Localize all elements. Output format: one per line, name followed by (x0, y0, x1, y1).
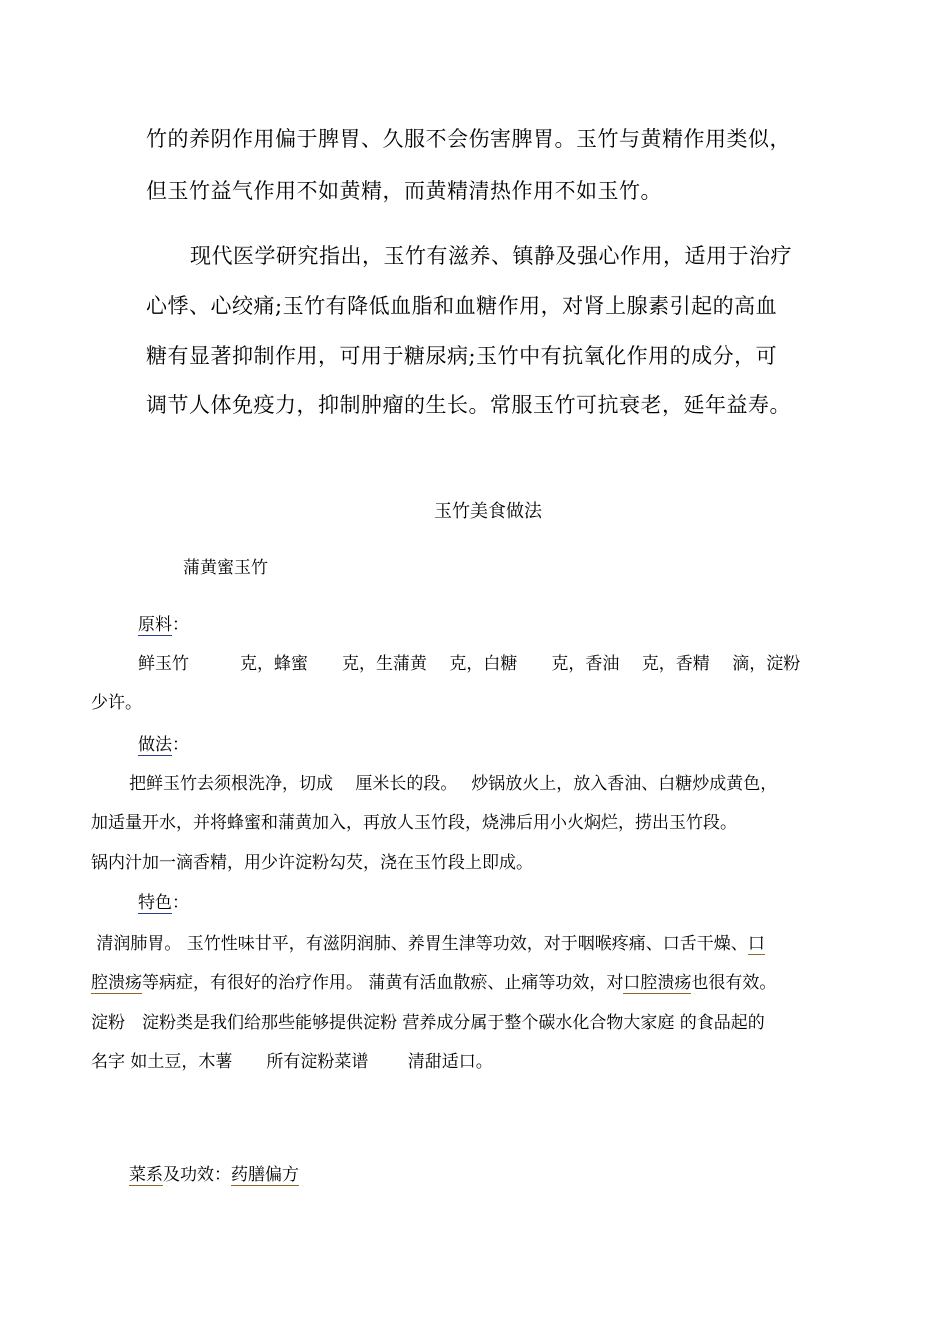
method-label-link[interactable]: 做法 (138, 735, 172, 755)
intro-paragraph-2-line-3: 糖有显著抑制作用，可用于糖尿病;玉竹中有抗氧化作用的成分，可 (146, 344, 778, 368)
method-colon: ： (172, 735, 189, 755)
ingredients-heading (138, 610, 189, 635)
feature-line-1 (91, 929, 765, 954)
feature-label-link[interactable]: 特色 (138, 893, 172, 913)
ingredients-colon: ： (172, 615, 189, 635)
feature-colon: ： (172, 893, 189, 913)
intro-paragraph-2-line-1: 现代医学研究指出，玉竹有滋养、镇静及强心作用，适用于治疗 (190, 244, 792, 268)
method-line-2: 加适量开水，并将蜂蜜和蒲黄加入，再放人玉竹段，烧沸后用小火焖烂，捞出玉竹段。 (91, 813, 737, 833)
section-title: 玉竹美食做法 (434, 501, 542, 522)
intro-paragraph-1-line-1: 竹的养阴作用偏于脾胃、久服不会伤害脾胃。玉竹与黄精作用类似， (146, 127, 791, 151)
category-value-link[interactable]: 药膳偏方 (231, 1165, 299, 1185)
dish-name: 蒲黄蜜玉竹 (183, 558, 268, 578)
feature-line-1-text: 清润肺胃。 玉竹性味甘平，有滋阴润肺、养胃生津等功效，对于咽喉疼痛、口舌干燥、 (91, 934, 748, 954)
method-line-1: 把鲜玉竹去须根洗净，切成 厘米长的段。 炒锅放火上，放入香油、白糖炒成黄色， (129, 774, 778, 794)
mouth-ulcer-link[interactable]: 口腔溃疡 (623, 973, 692, 993)
method-line-3: 锅内汁加一滴香精，用少许淀粉勾芡，浇在玉竹段上即成。 (91, 853, 533, 873)
intro-paragraph-2-line-4: 调节人体免疫力，抑制肿瘤的生长。常服玉竹可抗衰老，延年益寿。 (146, 393, 791, 417)
category-label-link[interactable]: 菜系 (129, 1165, 163, 1185)
intro-paragraph-1-line-2: 但玉竹益气作用不如黄精，而黄精清热作用不如玉竹。 (146, 179, 662, 203)
category-mid: 及功效： (163, 1165, 231, 1185)
intro-paragraph-2-line-2: 心悸、心绞痛;玉竹有降低血脂和血糖作用，对肾上腺素引起的高血 (146, 294, 778, 318)
feature-line-2-text: 等病症，有很好的治疗作用。 蒲黄有活血散瘀、止痛等功效，对 (142, 973, 624, 993)
mouth-ulcer-link-part-1[interactable]: 口 (747, 934, 765, 954)
ingredients-label-link[interactable]: 原料 (138, 615, 172, 635)
ingredients-line-1: 鲜玉竹 克，蜂蜜 克，生蒲黄 克，白糖 克，香油 克，香精 滴，淀粉 (138, 654, 801, 674)
feature-line-2-end: 也很有效。 (691, 973, 777, 993)
mouth-ulcer-link-part-2[interactable]: 腔溃疡 (91, 973, 142, 993)
method-heading (138, 730, 189, 755)
feature-line-4: 名字 如土豆，木薯 所有淀粉菜谱 清甜适口。 (91, 1052, 493, 1072)
ingredients-line-2: 少许。 (91, 693, 142, 713)
feature-heading (138, 888, 189, 913)
category-line (129, 1160, 299, 1185)
feature-line-2 (91, 968, 776, 993)
feature-line-3: 淀粉 淀粉类是我们给那些能够提供淀粉 营养成分属于整个碳水化合物大家庭 的食品起的 (91, 1013, 765, 1033)
